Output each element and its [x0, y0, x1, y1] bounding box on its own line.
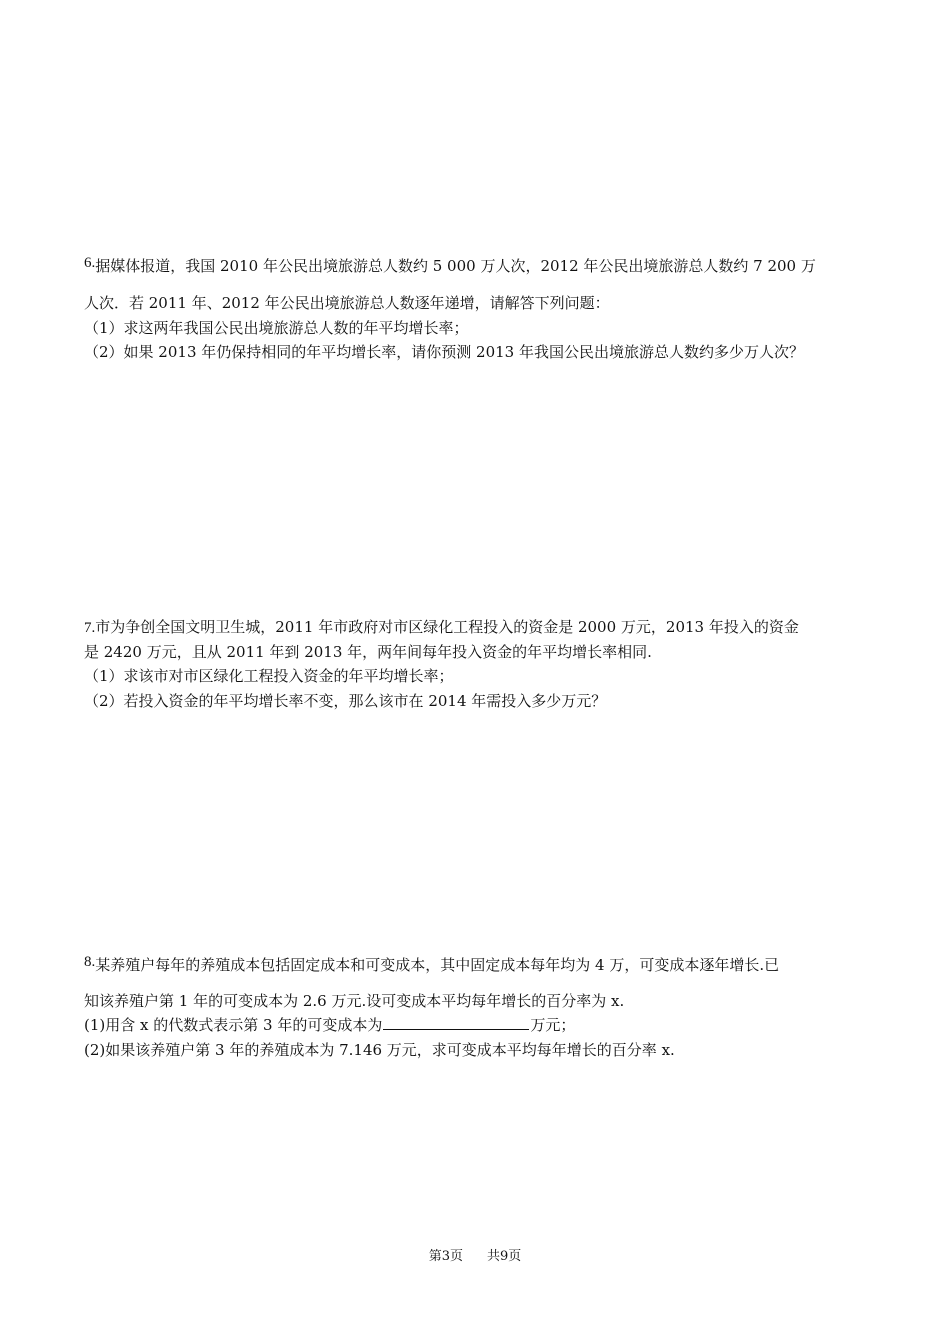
question-6-text-1: 据媒体报道，我国 2010 年公民出境旅游总人数约 5 000 万人次，2012 年公民出境旅游总人数约 7 200 万: [95, 257, 816, 275]
question-8-number: 8.: [84, 954, 96, 970]
question-8-line-1: [84, 955, 779, 976]
page-footer: [0, 1248, 950, 1266]
question-6-line-2: 人次．若 2011 年、2012 年公民出境旅游总人数逐年递增，请解答下列问题：: [84, 294, 610, 312]
question-7-part-2: （2）若投入资金的年平均增长率不变，那么该市在 2014 年需投入多少万元？: [84, 692, 607, 710]
question-8-text-1: 某养殖户每年的养殖成本包括固定成本和可变成本，其中固定成本每年均为 4 万，可变成本逐年增长.已: [95, 956, 780, 974]
question-8-line-2: 知该养殖户第 1 年的可变成本为 2.6 万元.设可变成本平均每年增长的百分率为 x.: [84, 992, 625, 1010]
question-8-part-1-unit: 万元；: [530, 1016, 576, 1034]
question-8-part-2: (2)如果该养殖户第 3 年的养殖成本为 7.146 万元，求可变成本平均每年增长的百分率 x.: [84, 1041, 675, 1059]
page-total: 共9页: [487, 1249, 522, 1264]
question-7-text-1: 市为争创全国文明卫生城，2011 年市政府对市区绿化工程投入的资金是 2000 万元，2013 年投入的资金: [95, 618, 799, 636]
question-8-part-1-text: (1)用含 x 的代数式表示第 3 年的可变成本为: [84, 1016, 383, 1034]
answer-blank[interactable]: [383, 1015, 529, 1030]
page-number: 第3页: [428, 1249, 463, 1264]
question-8-part-1: [84, 1015, 575, 1035]
question-7-line-2: 是 2420 万元，且从 2011 年到 2013 年，两年间每年投入资金的年平均增长率相同.: [84, 643, 652, 661]
question-7-line-1: [84, 617, 799, 638]
question-7-part-1: （1）求该市对市区绿化工程投入资金的年平均增长率；: [84, 667, 454, 685]
question-7-number: 7.: [84, 620, 96, 636]
question-6-line-1: [84, 256, 816, 277]
question-6-part-2: （2）如果 2013 年仍保持相同的年平均增长率，请你预测 2013 年我国公民出境旅游总人数约多少万人次？: [84, 343, 804, 361]
question-6-number: 6.: [84, 255, 96, 271]
question-6-part-1: （1）求这两年我国公民出境旅游总人数的年平均增长率；: [84, 319, 469, 337]
